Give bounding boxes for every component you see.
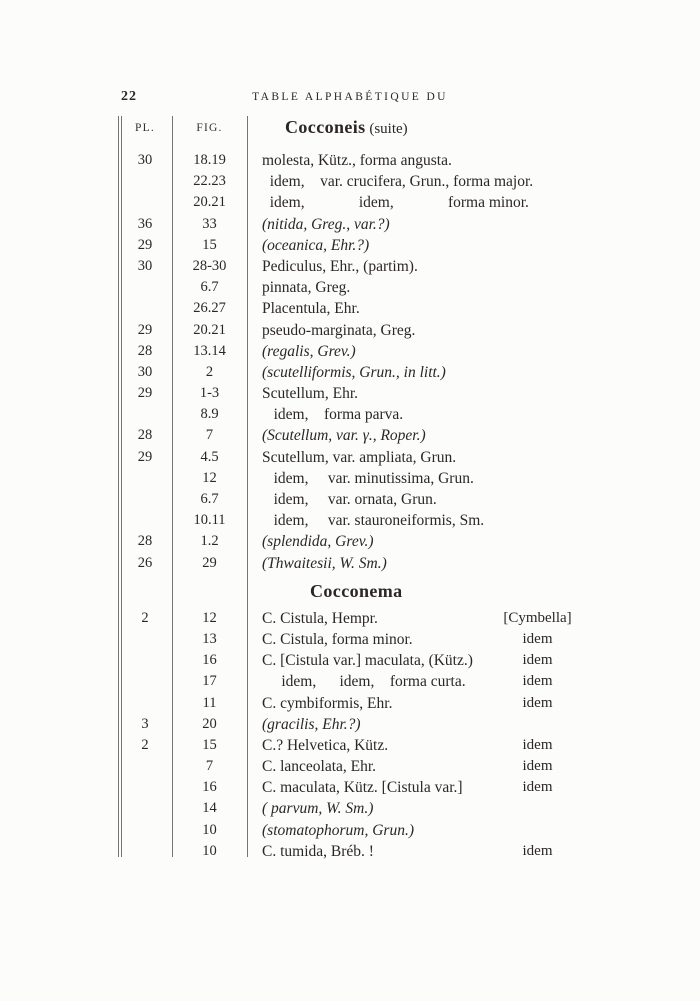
- plate-number-cell: 2: [141, 736, 149, 753]
- genus-reference-cell: [495, 404, 580, 425]
- figure-number-cell: 28-30: [192, 257, 227, 274]
- taxon-name-cell: (stomatophorum, Grun.): [262, 821, 414, 839]
- genus-reference-cell: idem: [522, 758, 553, 775]
- genus-reference-cell: idem: [522, 673, 553, 690]
- taxon-name-cell: idem, var. ornata, Grun.: [262, 491, 437, 508]
- taxon-name-cell: (Scutellum, var. γ., Roper.): [262, 427, 426, 445]
- figure-number-cell: 6.7: [200, 491, 219, 507]
- genus-reference-cell: [495, 425, 580, 446]
- plate-number-cell: [118, 798, 172, 819]
- figure-number-cell: 1.2: [200, 533, 219, 550]
- figure-number-cell: 13: [202, 630, 217, 647]
- plate-number-cell: 29: [137, 385, 153, 402]
- table-row: [118, 489, 580, 510]
- plate-number-cell: 2: [141, 609, 149, 626]
- taxon-name-cell: C. tumida, Bréb. !: [262, 842, 374, 860]
- section-heading-cocconeis: [247, 116, 408, 150]
- plate-number-cell: 36: [137, 215, 153, 232]
- table-row: [118, 341, 580, 362]
- taxon-name-cell: Scutellum, var. ampliata, Grun.: [262, 448, 457, 466]
- genus-reference-cell: [Cymbella]: [503, 609, 572, 626]
- plate-number-cell: 28: [137, 427, 153, 444]
- figure-number-cell: 12: [202, 609, 217, 626]
- plate-number-cell: 29: [137, 448, 153, 465]
- plate-number-cell: 29: [137, 236, 153, 253]
- taxon-name-cell: (oceanica, Ehr.?): [262, 236, 370, 254]
- figure-number-cell: 22.23: [193, 173, 226, 190]
- table-row: [118, 650, 580, 671]
- plate-number-cell: [118, 777, 172, 798]
- genus-reference-cell: [495, 798, 580, 819]
- figure-number-cell: 10.11: [193, 512, 226, 529]
- figure-number-cell: 4.5: [200, 448, 219, 465]
- taxon-name-cell: Scutellum, Ehr.: [262, 385, 359, 403]
- figure-number-cell: 11: [202, 694, 217, 711]
- genus-reference-cell: [495, 820, 580, 841]
- genus-reference-cell: idem: [522, 842, 553, 859]
- plate-number-cell: 30: [137, 152, 153, 168]
- figure-number-cell: 2: [205, 363, 214, 380]
- plate-number-cell: [118, 693, 172, 714]
- taxon-name-cell: (splendida, Grev.): [262, 533, 374, 551]
- figure-number-cell: 7: [205, 427, 214, 444]
- plate-number-cell: [118, 298, 172, 319]
- taxon-name-cell: (nitida, Greg., var.?): [262, 215, 390, 233]
- taxon-name-cell: idem, var. minutissima, Grun.: [262, 469, 474, 487]
- plate-number-cell: [118, 756, 172, 777]
- taxon-name-cell: ( parvum, W. Sm.): [262, 800, 374, 818]
- plate-number-cell: [118, 404, 172, 425]
- genus-reference-cell: idem: [522, 779, 553, 796]
- genus-reference-cell: [495, 531, 580, 552]
- genus-reference-cell: idem: [522, 652, 553, 669]
- table-row: [118, 150, 580, 171]
- genus-reference-cell: [495, 256, 580, 277]
- page-number: 22: [121, 89, 137, 104]
- taxon-name-cell: idem, var. crucifera, Grun., forma major.: [262, 173, 534, 191]
- figure-number-cell: 16: [202, 652, 217, 669]
- taxon-name-cell: C. maculata, Kütz. [Cistula var.]: [262, 779, 463, 797]
- taxon-name-cell: (scutelliformis, Grun., in litt.): [262, 363, 446, 381]
- taxon-name-cell: idem, var. stauroneiformis, Sm.: [262, 512, 485, 530]
- table-row: [118, 820, 580, 841]
- taxon-name-cell: idem, idem, forma minor.: [262, 194, 529, 212]
- taxon-name-cell: C. cymbiformis, Ehr.: [262, 694, 393, 712]
- figure-number-cell: 1-3: [199, 385, 220, 402]
- plate-number-cell: 28: [137, 342, 153, 359]
- genus-reference-cell: [495, 362, 580, 383]
- table-row: [118, 171, 580, 192]
- table-header-row: [118, 116, 580, 150]
- genus-reference-cell: [495, 447, 580, 468]
- genus-reference-cell: [495, 341, 580, 362]
- table-row: [118, 608, 580, 629]
- plate-number-cell: 28: [137, 533, 153, 550]
- running-title: TABLE ALPHABÉTIQUE DU: [252, 91, 448, 103]
- genus-reference-cell: [495, 298, 580, 319]
- plate-number-cell: [118, 510, 172, 531]
- table-row: [118, 214, 580, 235]
- taxon-name-cell: C.? Helvetica, Kütz.: [262, 736, 389, 754]
- table-row: [118, 671, 580, 692]
- taxon-name-cell: (gracilis, Ehr.?): [262, 715, 361, 733]
- table-row: [118, 553, 580, 574]
- plate-number-cell: [118, 820, 172, 841]
- figure-number-cell: 29: [202, 554, 217, 571]
- figure-column-header: FIG.: [196, 122, 223, 134]
- section-title: Cocconeis: [285, 117, 366, 137]
- figure-number-cell: 14: [202, 800, 217, 817]
- genus-reference-cell: [495, 214, 580, 235]
- figure-number-cell: 33: [202, 215, 217, 232]
- table-row: [118, 841, 580, 862]
- genus-reference-cell: idem: [522, 694, 553, 711]
- plate-number-cell: [118, 192, 172, 213]
- figure-number-cell: 15: [202, 236, 217, 253]
- taxon-name-cell: pseudo-marginata, Greg.: [262, 321, 416, 339]
- table-row: [118, 298, 580, 319]
- figure-number-cell: 8.9: [200, 406, 219, 423]
- genus-reference-cell: [495, 714, 580, 735]
- figure-number-cell: 16: [202, 779, 217, 796]
- table-row: [118, 714, 580, 735]
- taxa-table: [118, 116, 580, 862]
- figure-number-cell: 10: [202, 842, 217, 859]
- taxon-name-cell: (Thwaitesii, W. Sm.): [262, 554, 387, 572]
- figure-number-cell: 6.7: [200, 279, 219, 296]
- figure-number-cell: 20: [202, 715, 217, 732]
- plate-number-cell: [118, 277, 172, 298]
- genus-reference-cell: [495, 383, 580, 404]
- figure-number-cell: 12: [202, 469, 217, 486]
- plate-number-cell: [118, 841, 172, 862]
- table-row: [118, 798, 580, 819]
- genus-reference-cell: idem: [522, 736, 553, 753]
- taxon-name-cell: Placentula, Ehr.: [262, 300, 360, 318]
- table-row: [118, 235, 580, 256]
- plate-number-cell: 30: [137, 363, 153, 380]
- table-row: [118, 756, 580, 777]
- taxon-name-cell: C. [Cistula var.] maculata, (Kütz.): [262, 652, 473, 670]
- table-row: [118, 531, 580, 552]
- table-row: [118, 693, 580, 714]
- plate-column-header: PL.: [135, 122, 155, 134]
- genus-reference-cell: [495, 320, 580, 341]
- genus-reference-cell: [495, 192, 580, 213]
- figure-number-cell: 17: [202, 673, 217, 690]
- table-row: [118, 320, 580, 341]
- table-row: [118, 404, 580, 425]
- table-row: [118, 383, 580, 404]
- section-title: Cocconema: [310, 580, 403, 601]
- taxon-name-cell: C. lanceolata, Ehr.: [262, 758, 377, 776]
- genus-reference-cell: [495, 553, 580, 574]
- figure-number-cell: 13.14: [193, 342, 226, 359]
- genus-reference-cell: idem: [522, 630, 553, 647]
- table-row: [118, 735, 580, 756]
- genus-reference-cell: [495, 150, 580, 171]
- table-row: [118, 277, 580, 298]
- table-rows: [118, 150, 580, 862]
- plate-number-cell: [118, 629, 172, 650]
- figure-number-cell: 20.21: [193, 321, 226, 338]
- taxon-name-cell: idem, idem, forma curta.: [262, 673, 466, 691]
- genus-reference-cell: [495, 510, 580, 531]
- plate-number-cell: [118, 171, 172, 192]
- table-row: [118, 192, 580, 213]
- plate-number-cell: [118, 650, 172, 671]
- plate-number-cell: 3: [141, 715, 149, 732]
- taxon-name-cell: pinnata, Greg.: [262, 279, 351, 297]
- taxon-name-cell: (regalis, Grev.): [262, 342, 356, 360]
- genus-reference-cell: [495, 277, 580, 298]
- table-row: [118, 362, 580, 383]
- genus-reference-cell: [495, 235, 580, 256]
- taxon-name-cell: C. Cistula, forma minor.: [262, 630, 413, 648]
- table-row: [118, 468, 580, 489]
- plate-number-cell: 30: [137, 257, 153, 274]
- taxon-name-cell: Pediculus, Ehr., (partim).: [262, 257, 418, 275]
- plate-number-cell: [118, 671, 172, 692]
- figure-number-cell: 18.19: [193, 152, 226, 168]
- figure-number-cell: 20.21: [193, 194, 226, 211]
- figure-number-cell: 26.27: [193, 300, 226, 317]
- genus-reference-cell: [495, 468, 580, 489]
- figure-number-cell: 7: [205, 758, 214, 775]
- taxon-name-cell: idem, forma parva.: [262, 406, 404, 424]
- plate-number-cell: [118, 468, 172, 489]
- plate-number-cell: 26: [137, 554, 153, 571]
- section-heading-cocconema: [118, 574, 580, 608]
- genus-reference-cell: [495, 171, 580, 192]
- table-row: [118, 629, 580, 650]
- table-row: [118, 510, 580, 531]
- section-title-suffix: (suite): [369, 121, 408, 137]
- taxon-name-cell: C. Cistula, Hempr.: [262, 609, 378, 627]
- genus-reference-cell: [495, 489, 580, 510]
- plate-number-cell: [118, 489, 172, 510]
- figure-number-cell: 10: [202, 821, 217, 838]
- plate-number-cell: 29: [137, 321, 153, 338]
- table-row: [118, 256, 580, 277]
- table-row: [118, 777, 580, 798]
- table-row: [118, 447, 580, 468]
- table-row: [118, 425, 580, 446]
- figure-number-cell: 15: [202, 736, 217, 753]
- taxon-name-cell: molesta, Kütz., forma angusta.: [262, 152, 452, 169]
